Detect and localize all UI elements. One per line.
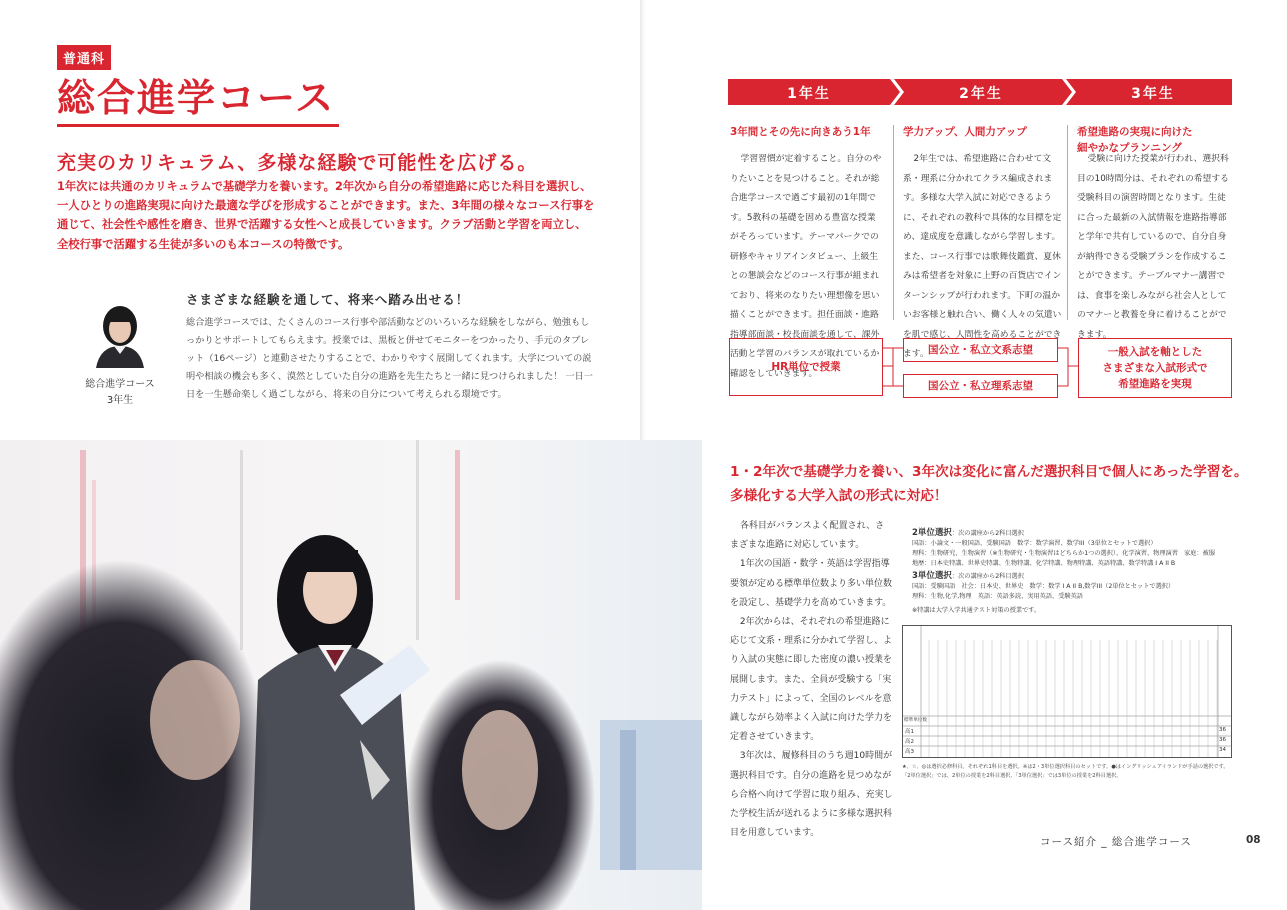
student-voice-text: 総合進学コースでは、たくさんのコース行事や部活動などのいろいろな経験をしながら、勉強もしっかりとサポートしてもらえます。授業では、黒板と併せてモニターをつかったり、手元のタブレット（16ページ）と連動させたりすることで、わかりやすく展開してくれます。大学についての説明や相談の機会も多く、漠然としていた自分の進路を先生たちと一緒に見つけられました！ 一日一日を一生懸命楽しく過ごしながら、将来の自分について考えられる環境です。 [186,317,593,400]
goal-line: 希望進路を実現 [1118,378,1192,390]
elective-3unit-head: 3単位選択 [912,571,952,581]
curriculum-table [902,625,1232,758]
flow-branch-humanities: 国公立・私立文系志望 [903,338,1058,362]
column-divider [1067,125,1068,320]
year-1-text: 学習習慣が定着すること。自分のやりたいことを見つけること。それが総合進学コースで過ごす最初の1年間です。5教科の基礎を固める豊富な授業がそろっています。テーマパークでの研修やキャリアインタビュー、上級生との懇談会などのコース行事が組まれており、将来のなりたい理想像を思い描くことができます。担任面談・進路指導部面談・校長面談を通して、課外活動と学習のバランスが取れているか確認をしていきます。 [730,154,882,379]
goal-line: さまざまな入試形式で [1102,362,1208,374]
elective-3unit [912,571,1232,616]
elective-line: 理科：生物研究、生物演習（※生物研究・生物演習はどちらか1つの選択）、化学演習、物理演習 家庭：被服 [912,550,1216,557]
curriculum-paragraph: 1年次の国語・数学・英語は学習指導要領が定める標準単位数より多い単位数を設定し、基礎学力を高めていきます。 [730,559,893,608]
title-underline [57,124,339,127]
portrait-caption [70,377,170,409]
lead-copy: 充実のカリキュラム、多様な経験で可能性を広げる。 [57,152,538,174]
page-number: 08 [1246,834,1261,846]
year-1-title: 3年間とその先に向きあう1年 [730,126,871,138]
table-footnote-line: ★、☆、◎は選択必修科目。それぞれ1科目を選択。※は2・3単位選択科目のセットです。●はイングリッシュアイランドが手話の選択です。 [902,764,1229,770]
elective-2unit-sub: ：次の講座から2科目選択 [951,530,1024,537]
year-1-label: 1年生 [787,86,831,102]
intro-paragraph: 1年次には共通のカリキュラムで基礎学力を養います。2年次から自分の希望進路に応じた科目を選択し、一人ひとりの進路実現に向けた最適な学びを形成することができます。また、3年間の様々なコース行事を通じて、社会性や感性を磨き、世界で活躍する女性へと成長していきます。クラブ活動と学習を両立し、全校行事で活躍する生徒が多いのも本コースの特徴です。 [57,180,595,251]
table-total: 36 [1219,737,1226,743]
student-portrait [90,296,150,368]
department-tag: 普通科 [57,45,111,70]
column-divider [893,125,894,320]
elective-line: 国語：受験国語 社会：日本史、世界史 数学：数学 I A II B,数学III（2単位とセットで選択） [912,583,1175,590]
table-row-label: 高2 [905,739,914,745]
caption-course: 総合進学コース [85,379,155,390]
elective-2unit [912,528,1232,569]
elective-line: 国語：小論文・一般国語、受験国語 数学：数学演習、数学III（3単位とセットで選択） [912,540,1157,547]
course-title: 総合進学コース [57,76,336,120]
elective-line: 理科：生物,化学,物理 英語：英語多読、実用英語、受験英語 [912,593,1083,600]
table-row-label: 高1 [905,729,914,735]
elective-note: ※特講は大学入学共通テスト対策の授業です。 [912,607,1041,614]
table-header-label: 標準単位数 [904,718,927,723]
caption-grade: 3年生 [106,395,134,406]
year-2-title: 学力アップ、人間力アップ [903,126,1027,138]
curriculum-heading-line1: 1・2年次で基礎学力を養い、3年次は変化に富んだ選択科目で個人にあった学習を。 [730,464,1248,480]
elective-3unit-sub: ：次の講座から2科目選択 [951,573,1024,580]
year-2-text: 2年生では、希望進路に合わせて文系・理系に分かれてクラス編成されます。多様な大学入試に対応できるように、それぞれの教科で具体的な目標を定め、達成度を意識しながら学習します。また、コース行事では歌舞伎鑑賞、夏休みは希望者を対象に上野の百貨店でインターンシップが行われます。下町の温かいお客様と触れ合い、働く人々の気遣いを肌で感じ、人間性を高めることができます。 [903,154,1062,359]
table-total: 34 [1219,747,1226,753]
flow-start-box: HR単位で授業 [729,338,883,396]
student-voice-heading: さまざまな経験を通して、将来へ踏み出せる！ [186,292,470,307]
table-total: 36 [1219,727,1226,733]
year-3-title-line2: 細やかなプランニング [1077,142,1182,154]
year-3-label: 3年生 [1131,86,1175,102]
table-row-label: 高3 [905,749,914,755]
year-3-text: 受験に向けた授業が行われ、選択科目の10時間分は、それぞれの希望する受験科目の演習時間となります。生徒に合った最新の入試情報を進路指導部と学年で共有しているので、自分自身が納得できる受験プランを作成することができます。テーブルマナー講習では、食事を楽しみながら社会人としてのマナーと教養を身に着けることができます。 [1077,154,1229,340]
elective-line: 地歴：日本史特講、世界史特講、生物特講、化学特講、物理特講、英語特講、数学特講 I A II B [912,560,1176,567]
curriculum-heading-line2: 多様化する大学入試の形式に対応！ [730,488,948,504]
goal-line: 一般入試を軸とした [1107,346,1203,358]
curriculum-paragraph: 3年次は、履修科目のうち週10時間が選択科目です。自分の進路を見つめながら合格へ向けて学習に取り組み、充実した学校生活が送れるように多様な選択科目を用意しています。 [730,751,893,839]
year-3-title-line1: 希望進路の実現に向けた [1077,126,1193,138]
flow-goal-box [1078,338,1232,398]
page-footer: コース紹介 _ 総合進学コース [1040,836,1192,848]
curriculum-text [730,517,893,843]
classroom-photo [0,440,702,910]
table-grid [903,626,1231,757]
curriculum-paragraph: 各科目がバランスよく配置され、さまざまな進路に対応しています。 [730,521,885,551]
table-footnote [902,763,1232,781]
table-footnote-line: 「2単位選択」では、2単位の授業を2科目選択、「3単位選択」では3単位の授業を2科目選択。 [902,773,1122,779]
curriculum-paragraph: 2年次からは、それぞれの希望進路に応じて文系・理系に分かれて学習し、より入試の実態に即した密度の濃い授業を展開します。また、全員が受験する「実力テスト」によって、全国のレベルを意識しながら効率よく入試に向けた学力を定着させていきます。 [730,617,893,743]
flow-branch-science: 国公立・私立理系志望 [903,374,1058,398]
elective-2unit-head: 2単位選択 [912,528,952,538]
year-2-label: 2年生 [959,86,1003,102]
curriculum-heading [730,460,1250,508]
